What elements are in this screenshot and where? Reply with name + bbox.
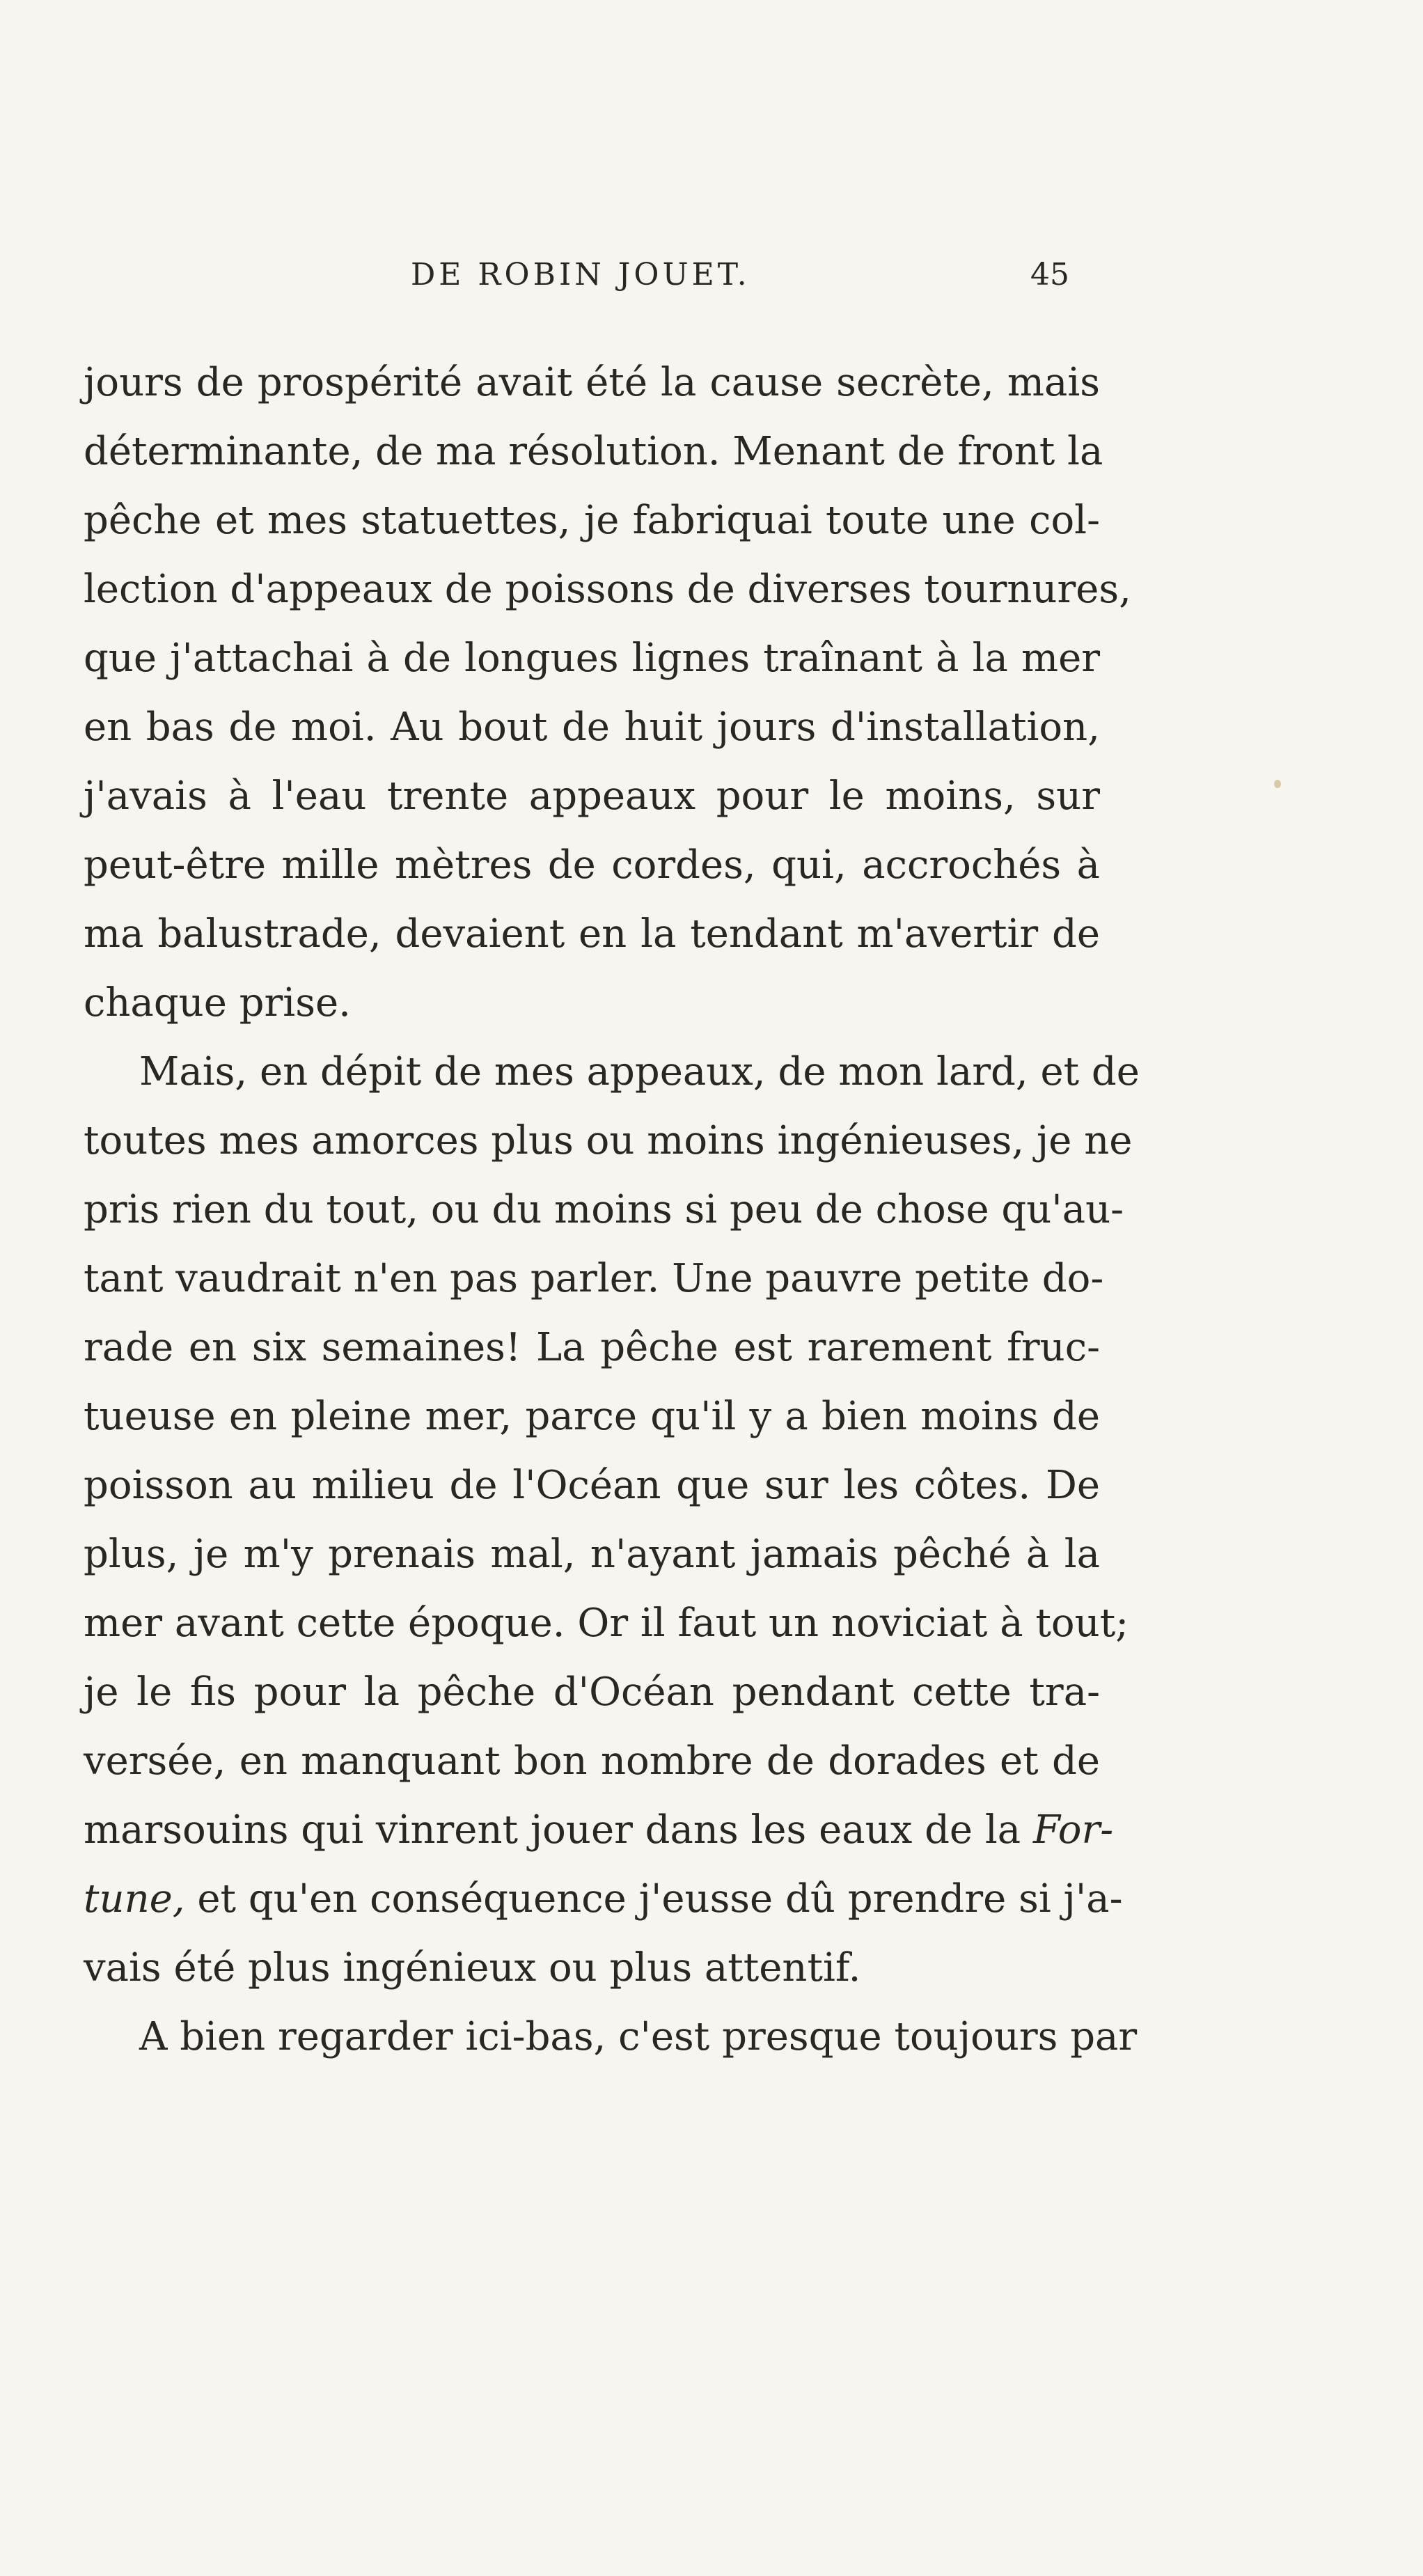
text-line: rade en six semaines! La pêche est rarement fruc- — [84, 1325, 1100, 1370]
text-line: mer avant cette époque. Or il faut un noviciat à tout; — [84, 1601, 1129, 1646]
text-line: jours de prospérité avait été la cause secrète, mais — [84, 360, 1100, 405]
text-fragment: marsouins qui vinrent jouer dans les eaux de la — [84, 1807, 1021, 1853]
running-title: DE ROBIN JOUET. — [411, 257, 750, 292]
text-line: versée, en manquant bon nombre de dorades et de — [84, 1738, 1100, 1784]
text-line — [84, 1796, 1114, 1864]
text-line: je le fis pour la pêche d'Océan pendant cette tra- — [84, 1670, 1100, 1715]
paper-stain — [1274, 780, 1281, 788]
text-line: pris rien du tout, ou du moins si peu de chose qu'au- — [84, 1187, 1124, 1232]
text-line: en bas de moi. Au bout de huit jours d'installation, — [84, 705, 1100, 750]
text-line: que j'attachai à de longues lignes traînant à la mer — [84, 636, 1100, 681]
text-line: Mais, en dépit de mes appeaux, de mon lard, et de — [139, 1049, 1140, 1094]
running-head — [0, 251, 1423, 299]
text-line: A bien regarder ici-bas, c'est presque toujours par — [139, 2014, 1138, 2059]
body-text — [84, 348, 1140, 2071]
text-line: vais été plus ingénieux ou plus attentif. — [84, 1945, 861, 1990]
page-number: 45 — [1030, 257, 1069, 292]
text-line: pêche et mes statuettes, je fabriquai toute une col- — [84, 498, 1100, 543]
ship-name-italic: tune, — [84, 1876, 185, 1922]
text-line: tant vaudrait n'en pas parler. Une pauvre petite do- — [84, 1256, 1104, 1301]
text-line: poisson au milieu de l'Océan que sur les côtes. De — [84, 1463, 1100, 1508]
text-line: lection d'appeaux de poissons de diverses tournures, — [84, 567, 1131, 612]
text-fragment: et qu'en conséquence j'eusse dû prendre si j'a- — [197, 1876, 1123, 1922]
ship-name-italic: For- — [1032, 1807, 1114, 1853]
text-line: chaque prise. — [84, 980, 351, 1026]
text-line: ma balustrade, devaient en la tendant m'avertir de — [84, 911, 1100, 957]
text-line: tueuse en pleine mer, parce qu'il y a bien moins de — [84, 1394, 1100, 1439]
text-line: toutes mes amorces plus ou moins ingénieuses, je ne — [84, 1118, 1133, 1163]
text-line — [84, 1864, 1123, 1933]
text-line: peut-être mille mètres de cordes, qui, accrochés à — [84, 842, 1100, 888]
text-line: plus, je m'y prenais mal, n'ayant jamais pêché à la — [84, 1532, 1100, 1577]
text-line: déterminante, de ma résolution. Menant de front la — [84, 429, 1103, 474]
text-line: j'avais à l'eau trente appeaux pour le moins, sur — [84, 773, 1100, 819]
